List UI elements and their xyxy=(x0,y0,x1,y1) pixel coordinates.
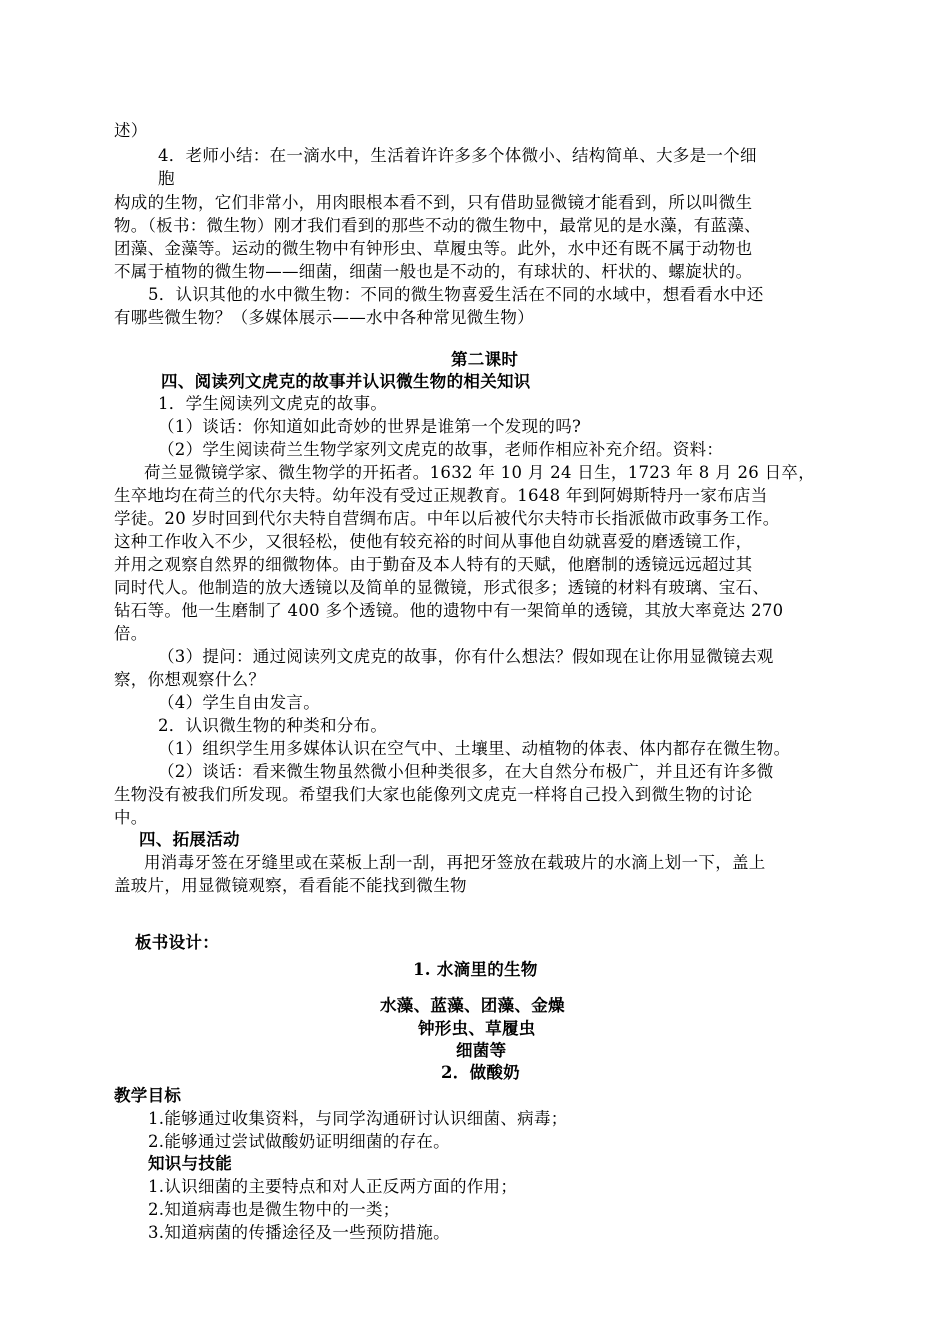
text-line: 有哪些微生物？（多媒体展示——水中各种常见微生物） xyxy=(114,308,534,327)
text-line: 并用之观察自然界的细微物体。由于勤奋及本人特有的天赋，他磨制的透镜远远超过其 xyxy=(114,555,753,574)
text-line: 钻石等。他一生磨制了 400 多个透镜。他的遗物中有一架简单的透镜，其放大率竟达 270 xyxy=(114,601,784,620)
text-line: 2.知道病毒也是微生物中的一类； xyxy=(148,1200,400,1219)
text-line: 2．认识微生物的种类和分布。 xyxy=(158,716,388,735)
text-line: 生卒地均在荷兰的代尔夫特。幼年没有受过正规教育。1648 年到阿姆斯特丹一家布店当 xyxy=(114,486,768,505)
text-line: 中。 xyxy=(114,808,148,827)
text-line: 不属于植物的微生物——细菌，细菌一般也是不动的，有球状的、杆状的、螺旋状的。 xyxy=(114,262,753,281)
section-heading: 知识与技能 xyxy=(148,1154,232,1173)
text-line: （2）学生阅读荷兰生物学家列文虎克的故事，老师作相应补充介绍。资料： xyxy=(158,440,724,459)
board-line: 水藻、蓝藻、团藻、金燥 xyxy=(380,996,565,1015)
text-line: 学徒。20 岁时回到代尔夫特自营绸布店。中年以后被代尔夫特市长指派做市政事务工作。 xyxy=(114,509,780,528)
text-line: 1.认识细菌的主要特点和对人正反两方面的作用； xyxy=(148,1177,518,1196)
text-line: 5．认识其他的水中微生物：不同的微生物喜爱生活在不同的水域中，想看看水中还 xyxy=(148,285,764,304)
text-line: （1）谈话：你知道如此奇妙的世界是谁第一个发现的吗? xyxy=(158,417,582,436)
text-line: 用消毒牙签在牙缝里或在菜板上刮一刮，再把牙签放在载玻片的水滴上划一下，盖上 xyxy=(144,853,766,872)
text-line: （1）组织学生用多媒体认识在空气中、土壤里、动植物的体表、体内都存在微生物。 xyxy=(158,739,791,758)
text-line: 述） xyxy=(114,121,148,140)
text-line: 这种工作收入不少，又很轻松，使他有较充裕的时间从事他自幼就喜爱的磨透镜工作， xyxy=(114,532,753,551)
text-line: 盖玻片，用显微镜观察，看看能不能找到微生物 xyxy=(114,876,467,895)
text-line: （3）提问：通过阅读列文虎克的故事，你有什么想法？假如现在让你用显微镜去观 xyxy=(158,647,774,666)
section-title: 第二课时 xyxy=(451,350,519,369)
text-line: 察，你想观察什么？ xyxy=(114,670,266,689)
board-design-label: 板书设计： xyxy=(135,933,219,952)
board-line: 细菌等 xyxy=(456,1041,507,1060)
board-line: 钟形虫、草履虫 xyxy=(418,1019,536,1038)
text-line: 构成的生物，它们非常小，用肉眼根本看不到，只有借助显微镜才能看到，所以叫微生 xyxy=(114,193,753,212)
lesson-title: 2．做酸奶 xyxy=(441,1063,520,1082)
text-line: （4）学生自由发言。 xyxy=(158,693,320,712)
text-line: 倍。 xyxy=(114,624,148,643)
section-heading: 四、阅读列文虎克的故事并认识微生物的相关知识 xyxy=(161,372,531,391)
text-line: 4．老师小结：在一滴水中，生活着许许多多个体微小、结构简单、大多是一个细 xyxy=(158,146,757,165)
text-line: 3.知道病菌的传播途径及一些预防措施。 xyxy=(148,1223,450,1242)
board-title: 1. 水滴里的生物 xyxy=(413,960,538,979)
text-line: 生物没有被我们所发现。希望我们大家也能像列文虎克一样将自己投入到微生物的讨论 xyxy=(114,785,753,804)
text-line: 1．学生阅读列文虎克的故事。 xyxy=(158,394,388,413)
text-line: 团藻、金藻等。运动的微生物中有钟形虫、草履虫等。此外，水中还有既不属于动物也 xyxy=(114,239,753,258)
section-heading: 四、拓展活动 xyxy=(139,830,240,849)
text-line: 1.能够通过收集资料，与同学沟通研讨认识细菌、病毒； xyxy=(148,1109,568,1128)
text-line: 荷兰显微镜学家、微生物学的开拓者。1632 年 10 月 24 日生，1723 年 8 月 26 日卒， xyxy=(144,463,816,482)
text-line: （2）谈话：看来微生物虽然微小但种类很多，在大自然分布极广，并且还有许多微 xyxy=(158,762,774,781)
section-heading: 教学目标 xyxy=(114,1086,182,1105)
text-line: 物。（板书：微生物）刚才我们看到的那些不动的微生物中，最常见的是水藻，有蓝藻、 xyxy=(114,216,761,235)
text-line: 2.能够通过尝试做酸奶证明细菌的存在。 xyxy=(148,1132,450,1151)
text-line: 胞 xyxy=(158,169,175,188)
text-line: 同时代人。他制造的放大透镜以及简单的显微镜，形式很多；透镜的材料有玻璃、宝石、 xyxy=(114,578,770,597)
